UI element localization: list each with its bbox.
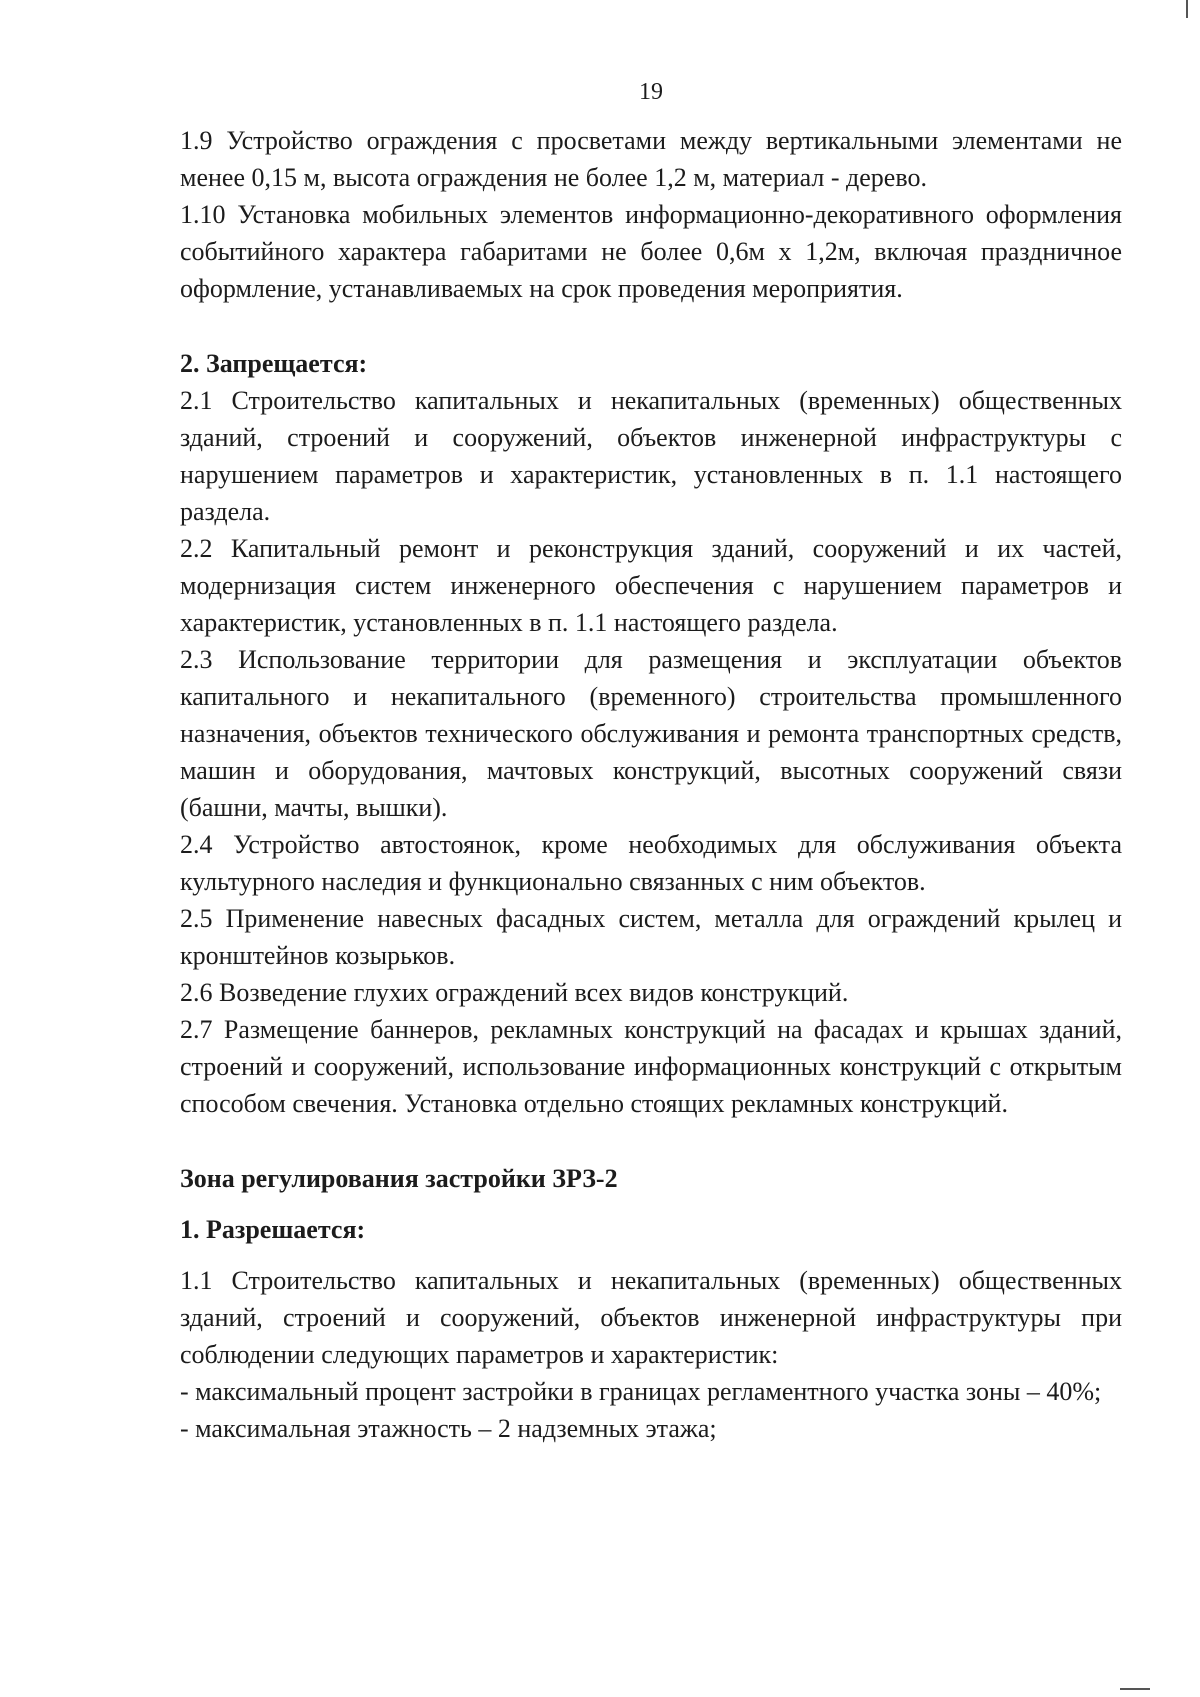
item-2-1: 2.1 Строительство капитальных и некапитальных (временных) общественных зданий, строений и сооружений, объектов инженерной инфраструктуры с нарушением параметров и характеристик, установленных в п. 1.1 настоящего раздела.	[180, 386, 1122, 526]
item-2-6: 2.6 Возведение глухих ограждений всех видов конструкций.	[180, 978, 849, 1007]
list-item-build-percent: - максимальный процент застройки в границах регламентного участка зоны – 40%;	[180, 1377, 1102, 1406]
item-1-10: 1.10 Установка мобильных элементов информационно-декоративного оформления событийного характера габаритами не более 0,6м х 1,2м, включая праздничное оформление, устанавливаемых на срок проведения мероприятия.	[180, 200, 1122, 303]
item-2-7: 2.7 Размещение баннеров, рекламных конструкций на фасадах и крышах зданий, строений и сооружений, использование информационных конструкций с открытым способом свечения. Установка отдельно стоящих рекламных конструкций.	[180, 1015, 1122, 1118]
section-heading-permitted: 1. Разрешается:	[180, 1215, 366, 1244]
item-2-4: 2.4 Устройство автостоянок, кроме необходимых для обслуживания объекта культурного наследия и функционально связанных с ним объектов.	[180, 830, 1122, 896]
item-2-2: 2.2 Капитальный ремонт и реконструкция зданий, сооружений и их частей, модернизация систем инженерного обеспечения с нарушением параметров и характеристик, установленных в п. 1.1 настоящего раздела.	[180, 534, 1122, 637]
section-heading-prohibited: 2. Запрещается:	[180, 349, 368, 378]
item-1-9: 1.9 Устройство ограждения с просветами между вертикальными элементами не менее 0,15 м, высота ограждения не более 1,2 м, материал - дерево.	[180, 126, 1122, 192]
zone-heading-zrz-2: Зона регулирования застройки ЗРЗ-2	[180, 1164, 618, 1193]
document-body	[180, 122, 1122, 1447]
scan-edge-mark	[1120, 1688, 1150, 1690]
item-1-1: 1.1 Строительство капитальных и некапитальных (временных) общественных зданий, строений и сооружений, объектов инженерной инфраструктуры при соблюдении следующих параметров и характеристик:	[180, 1266, 1122, 1369]
item-2-3: 2.3 Использование территории для размещения и эксплуатации объектов капитального и некапитального (временного) строительства промышленного назначения, объектов технического обслуживания и ремонта транспортных средств, машин и оборудования, мачтовых конструкций, высотных сооружений связи (башни, мачты, вышки).	[180, 645, 1122, 822]
document-page	[180, 0, 1122, 1697]
list-item-max-floors: - максимальная этажность – 2 надземных этажа;	[180, 1414, 717, 1443]
item-2-5: 2.5 Применение навесных фасадных систем, металла для ограждений крылец и кронштейнов козырьков.	[180, 904, 1122, 970]
scan-edge-mark	[1186, 0, 1188, 18]
page-number: 19	[639, 79, 663, 105]
